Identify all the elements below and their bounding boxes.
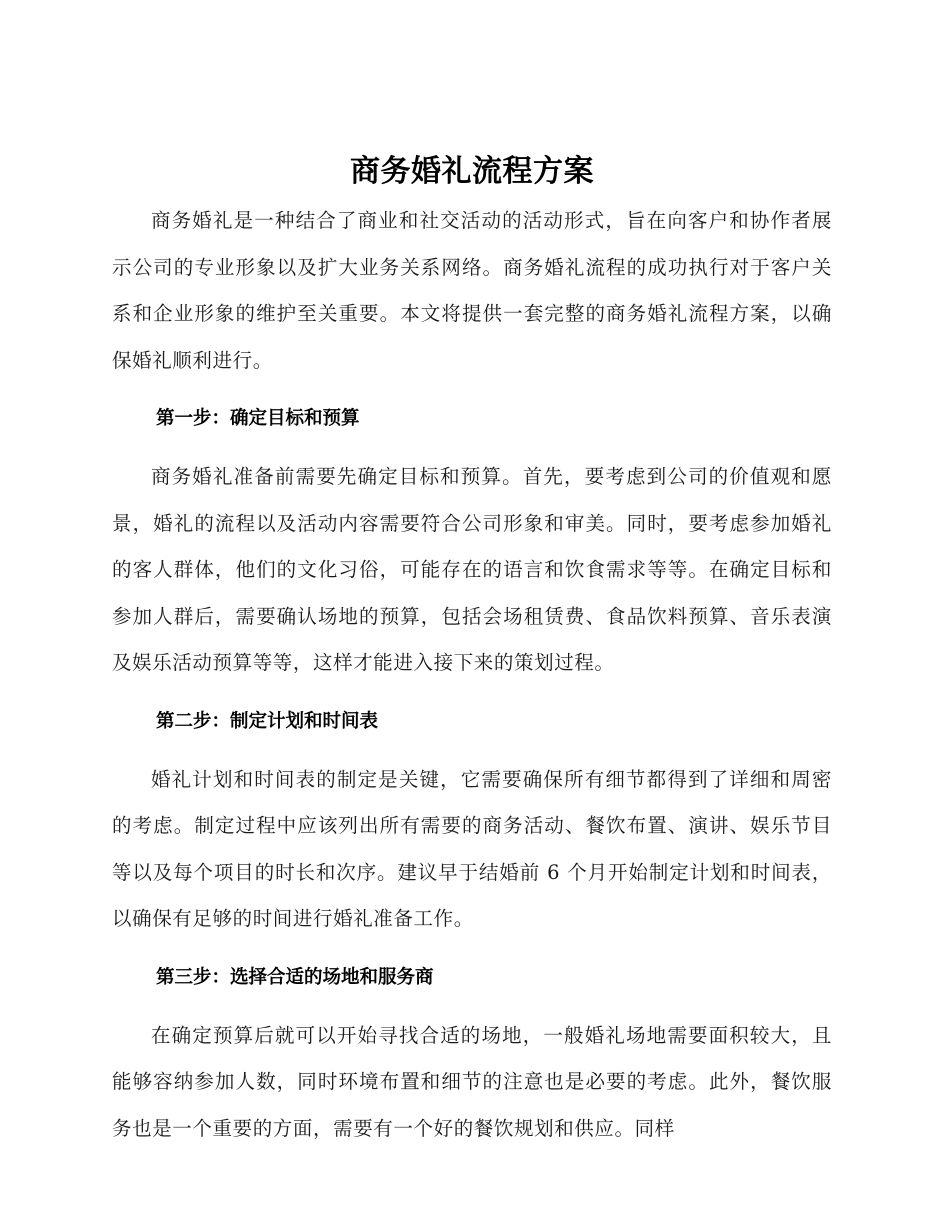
section-3-body: 在确定预算后就可以开始寻找合适的场地，一般婚礼场地需要面积较大，且能够容纳参加人数，同时环境布置和细节的注意也是必要的考虑。此外，餐饮服务也是一个重要的方面，需要有一个好的餐饮规划和供应。同样 <box>112 1023 832 1140</box>
section-3-heading: 第三步：选择合适的场地和服务商 <box>156 966 434 988</box>
intro-paragraph: 商务婚礼是一种结合了商业和社交活动的活动形式，旨在向客户和协作者展示公司的专业形象以及扩大业务关系网络。商务婚礼流程的成功执行对于客户关系和企业形象的维护至关重要。本文将提供一套完整的商务婚礼流程方案，以确保婚礼顺利进行。 <box>112 209 832 372</box>
document-title: 商务婚礼流程方案 <box>350 154 594 189</box>
section-2-body: 婚礼计划和时间表的制定是关键，它需要确保所有细节都得到了详细和周密的考虑。制定过程中应该列出所有需要的商务活动、餐饮布置、演讲、娱乐节目等以及每个项目的时长和次序。建议早于结婚前 6 个月开始制定计划和时间表，以确保有足够的时间进行婚礼准备工作。 <box>112 767 832 930</box>
section-2-heading: 第二步：制定计划和时间表 <box>156 710 379 732</box>
section-1-heading: 第一步：确定目标和预算 <box>156 408 360 429</box>
section-1-body: 商务婚礼准备前需要先确定目标和预算。首先，要考虑到公司的价值观和愿景，婚礼的流程以及活动内容需要符合公司形象和审美。同时，要考虑参加婚礼的客人群体，他们的文化习俗，可能存在的语言和饮食需求等等。在确定目标和参加人群后，需要确认场地的预算，包括会场租赁费、食品饮料预算、音乐表演及娱乐活动预算等等，这样才能进入接下来的策划过程。 <box>112 465 832 674</box>
